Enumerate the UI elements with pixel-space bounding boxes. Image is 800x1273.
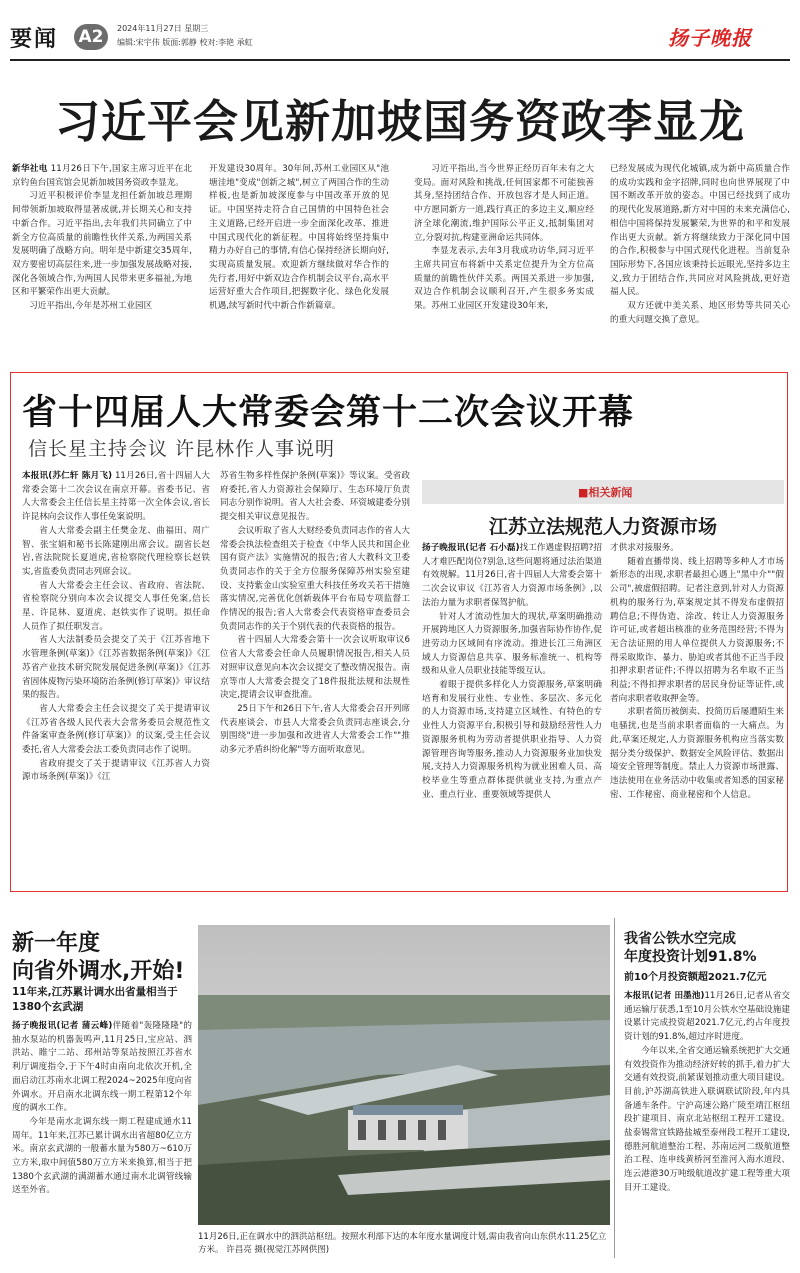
- article2-subheadline: 信长星主持会议 许昆林作人事说明: [28, 438, 336, 460]
- related-column-2: 才供求对接服务。 随着直播带岗、线上招聘等多种人才市场新形态的出现,求职者最担心遇上"黑中介""假公司",被虚假招聘。记者注意到,针对人力资源机构的服务行为,草案规定其不得发布虚假招聘信息;不得伪造、涂改、转让人力资源服务许可证,或者超出核准的业务范围经营;不得为无合法证照的用人单位提供人力资源服务;不得采取欺诈、暴力、胁迫或者其他不正当手段扣押求职者证件;不得以招聘为名牟取不正当利益;不得扣押求职者的居民身份证等证件,或者向求职者收取押金等。 求职者简历被倒卖、投简历后屡遭陌生来电骚扰,也是当前求职者面临的一大痛点。为此,草案还规定,人力资源服务机构应当落实数据分类分级保护、数据安全风险评估、数据出境安全管理等制度。禁止人力资源市场泄露、违法使用在业务活动中收集或者知悉的国家秘密、工作秘密、商业秘密和个人信息。: [610, 543, 784, 800]
- issue-date: 2024年11月27日 星期三: [117, 24, 209, 33]
- newspaper-logo: 扬子晚报: [668, 26, 752, 50]
- article3-subheadline: 11年来,江苏累计调水出省量相当于1380个玄武湖: [12, 986, 178, 1013]
- article3-headline: 新一年度 向省外调水,开始!: [12, 931, 185, 984]
- photo-caption: 11月26日,正在调水中的泗洪站枢纽。按照水利部下达的本年度水量调度计划,需由我省向山东供水11.25亿立方米。 许昌亮 摄(视觉江苏网供图): [198, 1232, 607, 1255]
- article1-column-1: 新华社电 11月26日下午,国家主席习近平在北京钓鱼台国宾馆会见新加坡国务资政李显龙。 习近平积极评价李显龙担任新加坡总理期间带领新加坡取得显著成就,并长期关心和支持中新合作。习近平指出,去年我们共同确立了中新全方位高质量的前瞻性伙伴关系,为两国关系发展明确了战略方向。明年是中新建交35周年,双方要密切高层往来,进一步加强发展战略对接,深化各领域合作,为两国人民带来更多福祉,为地区和平繁荣作出更大贡献。 习近平指出,今年是苏州工业园区: [12, 164, 192, 312]
- article1-headline: 习近平会见新加坡国务资政李显龙: [54, 95, 745, 148]
- article4-body: 本报讯(记者 田墨池)11月26日,记者从省交通运输厅获悉,1至10月公铁水空基础设施建设累计完成投资超2021.7亿元,约占年度投资计划的91.8%,超过序时进度。 今年以来,全省交通运输系统把扩大交通有效投资作为推动经济好转的抓手,着力扩大交通有效投资,前紧谋划推动重大项目建设。目前,沪苏湖高铁进入联调联试阶段,年内具备通车条件。宁沪高速公路广陵至靖江枢纽段扩建项目、南京北站枢纽工程开工建设。盐泰锡常宜铁路盐城至泰州段工程开工建设,德胜河航道整治工程、苏南运河二级航道整治工程、连申线黄桥河至淮河入海水道段、连云港港30万吨级航道改扩建工程等重大项目开工建设。: [624, 991, 790, 1193]
- page-header: [0, 0, 800, 62]
- article2-column-1: 本报讯(苏仁轩 陈月飞) 11月26日,省十四届人大常委会第十二次会议在南京开幕。省委书记、省人大常委会主任信长星主持第一次全体会议,省长许昆林向会议作人事任免案说明。 省人大常委会副主任樊金龙、曲福田、周广智、张宝娟和秘书长陈建刚出席会议。副省长赵岩,省法院院长夏道虎,省检察院代理检察长赵铁实,省监委负责同志列席会议。 省人大常委会主任会议、省政府、省法院、省检察院分别向本次会议提交人事任免案,信长星、许昆林、夏道虎、赵铁实作了说明。拟任命人员作了拟任职发言。 省人大法制委员会提交了关于《江苏省地下水管理条例(草案)》《江苏省数据条例(草案)》《江苏省产业技术研究院发展促进条例(草案)》《江苏省固体废物污染环境防治条例(修订草案)》审议结果的报告。 省人大常委会主任会议提交了关于提请审议《江苏省各级人民代表大会常务委员会规范性文件备案审查条例(修订草案)》的议案,受主任会议委托,省人大常委会法工委负责同志作了说明。 省政府提交了关于提请审议《江苏省人力资源市场条例(草案)》《江: [22, 471, 210, 783]
- water-station-photo: [198, 925, 610, 1225]
- page-number-badge: A2: [74, 24, 108, 50]
- header-divider: [10, 59, 790, 61]
- column-divider: [614, 918, 615, 1258]
- related-column-1: 扬子晚报讯(记者 石小磊)找工作遇虚假招聘?招人才难匹配岗位?别急,这些问题将通过法治渠道有效规解。11月26日,省十四届人大常委会第十二次会议审议《江苏省人力资源市场条例》,以法治力量为求职者保驾护航。 针对人才流动性加大的现状,草案明确推动开展跨地区人力资源服务,加强省际协作协作,促进劳动力区域间有序流动。推进长江三角洲区域人力资源信息共享、服务标准统一、机构等级和从业人员职业技能等级互认。 着眼于提供多样化人力资源服务,草案明确培育和发展行业性、专业性、多层次、多元化的人力资源市场,支持建立区域性、有特色的专业性人力资源平台,积极引导和鼓励经营性人力资源服务机构为劳动者提供职业指导、人力资源管理咨询等服务,推动人力资源服务业加快发展,支持人力资源服务机构为就业困难人员、高校毕业生等重点群体提供就业支持,为重点产业、重点行业、重要领域等提供人: [422, 543, 602, 800]
- related-news-headline: 江苏立法规范人力资源市场: [488, 516, 717, 538]
- article1-column-2: 开发建设30周年。30年间,苏州工业园区从"池塘洼地"变成"创新之城",树立了两国合作的生动样板,也是新加坡深度参与中国改革开放的见证。中国坚持走符合自己国情的中国特色社会主义道路,已经开启进一步全面深化改革、推进中国式现代化的新征程。中国将始终坚持集中精力办好自己的事情,有信心保持经济长期向好,实现高质量发展。欢迎新方继续做对华合作的先行者,用好中新双边合作机制会议平台,高水平运营好重大合作项目,把握数字化、绿色化发展机遇,续写新时代中新合作新篇章。: [209, 164, 389, 312]
- article1-column-4: 已经发展成为现代化城镇,成为新中高质量合作的成功实践和金字招牌,同时也向世界展现了中国不断改革开放的姿态。中国已经找到了成功的现代化发展道路,新方对中国的未来充满信心,相信中国将保持发展繁荣,为世界的和平和发展作出更大贡献。新方将继续致力于深化同中国的合作,积极参与中国式现代化进程。当前复杂国际形势下,各国应该秉持长远眼光,坚持多边主义,致力于团结合作,共同应对风险挑战,更好造福人民。 双方还就中美关系、地区形势等共同关心的重大问题交换了意见。: [610, 164, 790, 325]
- related-news-tag: ■相关新闻: [578, 486, 633, 499]
- article2-headline: 省十四届人大常委会第十二次会议开幕: [22, 393, 635, 433]
- section-name: 要闻: [10, 27, 59, 52]
- article4-headline: 我省公铁水空完成 年度投资计划91.8%: [624, 931, 757, 965]
- article1-column-3: 习近平指出,当今世界正经历百年未有之大变局。面对风险和挑战,任何国家都不可能独善其身,坚持团结合作、开放包容才是人间正道。中方愿同新方一道,践行真正的多边主义,顺应经济全球化潮流,维护国际公平正义,抵制集团对立,分裂对抗,构建亚洲命运共同体。 李显龙表示,去年3月我成功访华,同习近平主席共同宣布将新中关系定位提升为全方位高质量的前瞻性伙伴关系。两国关系进一步加强,双边合作机制会议顺利召开,产生很多务实成果。苏州工业园区开发建设30年来,: [414, 164, 594, 312]
- article2-column-2: 苏省生物多样性保护条例(草案)》等议案。受省政府委托,省人力资源社会保障厅、生态环境厅负责同志分别作说明。省人大社会委、环资城建委分别提交相关审议意见报告。 会议听取了省人大财经委负责同志作的省人大常委会执法检查组关于检查《中华人民共和国企业国有资产法》实施情况的报告;省人大教科文卫委负责同志作的关于全方位服务保障苏州实验室建设、支持紫金山实验室重大科技任务攻关若干措施落实情况,完善优化创新载体平台布局专项监督工作情况的报告;省人大常委会代表资格审查委员会负责同志作的关于个别代表的代表资格的报告。 省十四届人大常委会第十一次会议听取审议6位省人大常委会任命人员履职情况报告,相关人员对照审议意见向本次会议提交了整改情况报告。南京等市人大常委会提交了18件报批法规和法规性决定,提请会议审查批准。 25日下午和26日下午,省人大常委会召开列席代表座谈会、市县人大常委会负责同志座谈会,分别围绕"进一步加强和改进省人大常委会工作""推动多元矛盾纠纷化解"等方面听取意见。: [220, 471, 410, 756]
- editor-credits: 编辑:宋宇伟 版面:郭静 校对:李艳 承虹: [117, 38, 253, 47]
- article3-body: 扬子晚报讯(记者 蒲云峰)伴随着"轰隆隆隆"的抽水泵站的机器轰鸣声,11月25日,宝应站、泗洪站、睢宁二站、邳州站等泵站按照江苏省水利厅调度指令,于下午4时由南向北依次开机,全面启动江苏南水北调工程2024~2025年度向省外调水。开启南水北调东线一期工程第12个年度的调水工作。 今年是南水北调东线一期工程建成通水11周年。11年来,江苏已累计调水出省超80亿立方米。南京玄武湖的一般蓄水量为580万~610万立方米,取中间值580万立方米来换算,相当于把1380个玄武湖的满湖蓄水通过南水北调管线输送至外省。: [12, 1021, 192, 1196]
- article4-subheadline: 前10个月投资额超2021.7亿元: [624, 972, 767, 983]
